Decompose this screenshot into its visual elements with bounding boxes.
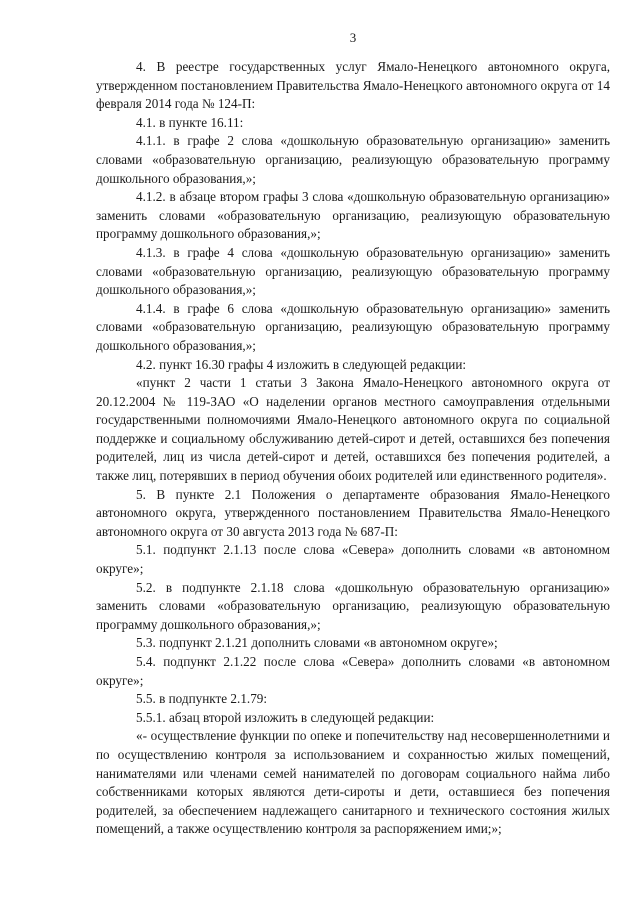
paragraph-5-4: 5.4. подпункт 2.1.22 после слова «Севера» дополнить словами «в автономном округе»; (96, 654, 610, 688)
paragraph-4-2: 4.2. пункт 16.30 графы 4 изложить в следующей редакции: (136, 356, 467, 372)
paragraph-4-1-1: 4.1.1. в графе 2 слова «дошкольную образовательную организацию» заменить словами «образовательную организацию, реализующую образовательную программу дошкольного образования,»; (96, 133, 610, 186)
paragraph-4-2-quote: «пункт 2 части 1 статьи 3 Закона Ямало-Ненецкого автономного округа от 20.12.2004 № 119-ЗАО «О наделении органов местного самоуправления отдельными государственными полномочиями Ямало-Ненецкого автономного округа по социальной поддержке и социальному обслуживанию детей-сирот и детей, оставшихся без попечения родителей, лиц из числа детей-сирот и детей, оставшихся без попечения родителей, а также лиц, потерявших в период обучения обоих родителей или единственного родителя». (96, 375, 610, 484)
paragraph-4-1-2: 4.1.2. в абзаце втором графы 3 слова «дошкольную образовательную организацию» заменить словами «образовательную организацию, реализующую образовательную программу дошкольного образования,»; (96, 189, 610, 242)
paragraph-5-5-1-quote: «- осуществление функции по опеке и попечительству над несовершеннолетними и по осуществлению контроля за использованием и сохранностью жилых помещений, нанимателями или членами семей нанимателей по договорам социального найма либо собственниками которых являются дети-сироты и дети, оставшиеся без попечения родителей, за обеспечением надлежащего санитарного и технического состояния жилых помещений, а также осуществлению контроля за распоряжением ими;»; (96, 728, 610, 837)
document-page (96, 30, 610, 839)
document-body (96, 58, 610, 839)
page-number: 3 (349, 30, 357, 45)
paragraph-4-1: 4.1. в пункте 16.11: (136, 114, 244, 130)
paragraph-5-5-1: 5.5.1. абзац второй изложить в следующей редакции: (136, 709, 435, 725)
paragraph-4-1-3: 4.1.3. в графе 4 слова «дошкольную образовательную организацию» заменить словами «образовательную организацию, реализующую образовательную программу дошкольного образования,»; (96, 244, 610, 298)
paragraph-4-1-4: 4.1.4. в графе 6 слова «дошкольную образовательную организацию» заменить словами «образовательную организацию, реализующую образовательную программу дошкольного образования,»; (96, 300, 610, 353)
paragraph-4: 4. В реестре государственных услуг Ямало-Ненецкого автономного округа, утвержденном постановлением Правительства Ямало-Ненецкого автономного округа от 14 февраля 2014 года № 124-П: (96, 59, 610, 112)
paragraph-5-5: 5.5. в подпункте 2.1.79: (136, 691, 268, 707)
paragraph-5: 5. В пункте 2.1 Положения о департаменте образования Ямало-Ненецкого автономного округа, утвержденного постановлением Правительства Ямало-Ненецкого автономного округа от 30 августа 2013 года № 687-П: (96, 486, 610, 539)
paragraph-5-1: 5.1. подпункт 2.1.13 после слова «Севера» дополнить словами «в автономном округе»; (96, 542, 610, 577)
paragraph-5-3: 5.3. подпункт 2.1.21 дополнить словами «в автономном округе»; (136, 635, 498, 651)
paragraph-5-2: 5.2. в подпункте 2.1.18 слова «дошкольную образовательную организацию» заменить словами «образовательную организацию, реализующую образовательную программу дошкольного образования,»; (96, 579, 610, 632)
